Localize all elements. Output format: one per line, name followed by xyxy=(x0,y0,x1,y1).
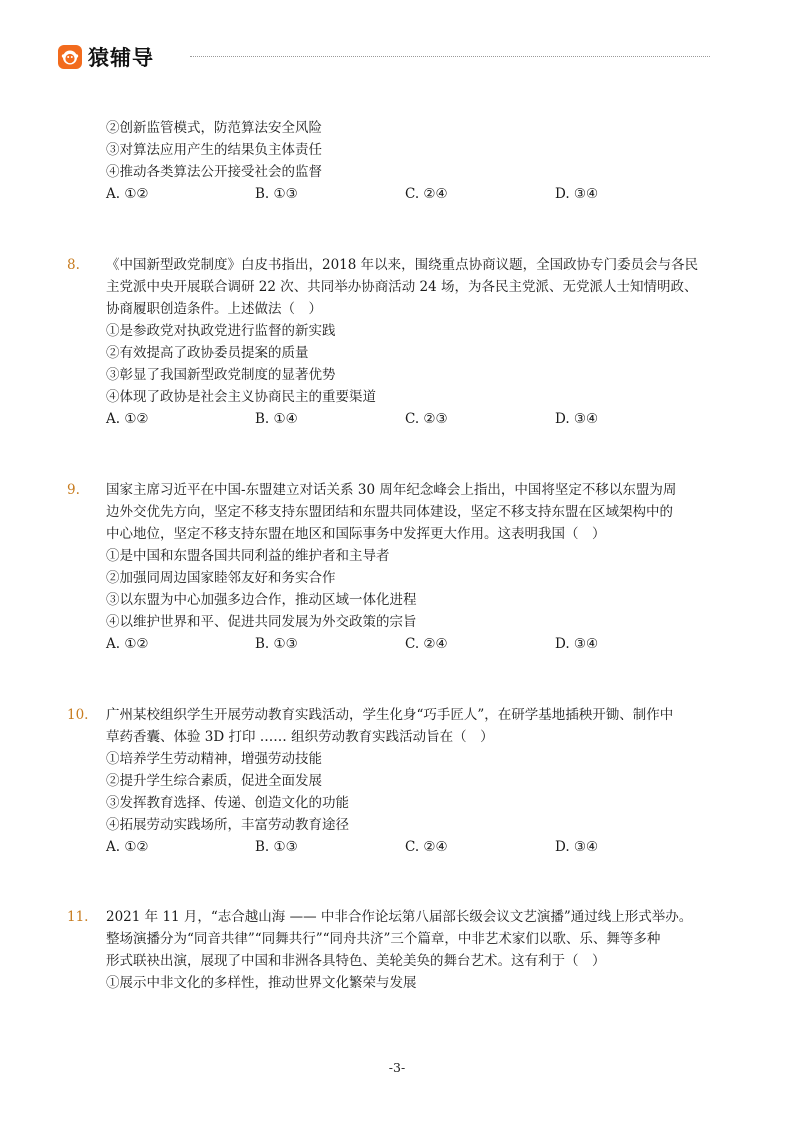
option-line: ②创新监管模式，防范算法安全风险 xyxy=(106,120,322,136)
answer-choices xyxy=(106,183,626,205)
choice-b[interactable]: B. ①③ xyxy=(255,186,298,202)
stem-line: 2021 年 11 月，“志合越山海 —— 中非合作论坛第八届部长级会议文艺演播”通过线上形式举办。 xyxy=(106,909,693,925)
stem-line: 主党派中央开展联合调研 22 次、共同举办协商活动 24 场，为各民主党派、无党派人士知情明政、 xyxy=(106,279,698,295)
question-number: 9. xyxy=(67,482,80,498)
stem-line: 协商履职创造条件。上述做法（ ） xyxy=(106,301,322,317)
choice-b[interactable]: B. ①③ xyxy=(255,839,298,855)
stem-line: 草药香囊、体验 3D 打印 …… 组织劳动教育实践活动旨在（ ） xyxy=(106,729,494,745)
choice-c[interactable]: C. ②④ xyxy=(405,186,448,202)
choice-c[interactable]: C. ②④ xyxy=(405,636,448,652)
stem-line: 边外交优先方向，坚定不移支持东盟团结和东盟共同体建设，坚定不移支持东盟在区域架构中的 xyxy=(106,504,673,520)
stem-line: 《中国新型政党制度》白皮书指出，2018 年以来，围绕重点协商议题，全国政协专门委员会与各民 xyxy=(106,257,699,273)
choice-a[interactable]: A. ①② xyxy=(106,411,149,427)
choice-a[interactable]: A. ①② xyxy=(106,636,149,652)
stem-line: 广州某校组织学生开展劳动教育实践活动，学生化身“巧手匠人”，在研学基地插秧开锄、制作中 xyxy=(106,707,674,723)
brand-name: 猿辅导 xyxy=(88,46,154,70)
option-line: ④拓展劳动实践场所，丰富劳动教育途径 xyxy=(106,817,349,833)
choice-a[interactable]: A. ①② xyxy=(106,839,149,855)
question-number: 11. xyxy=(67,909,89,925)
stem-line: 国家主席习近平在中国-东盟建立对话关系 30 周年纪念峰会上指出，中国将坚定不移以东盟为周 xyxy=(106,482,677,498)
choice-c[interactable]: C. ②③ xyxy=(405,411,448,427)
option-line: ①培养学生劳动精神，增强劳动技能 xyxy=(106,751,322,767)
monkey-face-icon xyxy=(58,45,82,69)
choice-b[interactable]: B. ①④ xyxy=(255,411,298,427)
stem-line: 中心地位，坚定不移支持东盟在地区和国际事务中发挥更大作用。这表明我国（ ） xyxy=(106,526,606,542)
choice-d[interactable]: D. ③④ xyxy=(555,186,599,202)
option-line: ④以维护世界和平、促进共同发展为外交政策的宗旨 xyxy=(106,614,417,630)
stem-line: 形式联袂出演，展现了中国和非洲各具特色、美轮美奂的舞台艺术。这有利于（ ） xyxy=(106,953,606,969)
option-line: ①是中国和东盟各国共同利益的维护者和主导者 xyxy=(106,548,390,564)
question-number: 10. xyxy=(67,707,89,723)
option-line: ②有效提高了政协委员提案的质量 xyxy=(106,345,309,361)
option-line: ①是参政党对执政党进行监督的新实践 xyxy=(106,323,336,339)
choice-c[interactable]: C. ②④ xyxy=(405,839,448,855)
page-number: -3- xyxy=(388,1060,406,1075)
option-line: ④推动各类算法公开接受社会的监督 xyxy=(106,164,322,180)
option-line: ②加强同周边国家睦邻友好和务实合作 xyxy=(106,570,336,586)
stem-line: 整场演播分为“同音共律”“同舞共行”“同舟共济”三个篇章，中非艺术家们以歌、乐、舞等多种 xyxy=(106,931,661,947)
option-line: ③以东盟为中心加强多边合作，推动区域一体化进程 xyxy=(106,592,417,608)
answer-choices xyxy=(106,633,626,655)
choice-d[interactable]: D. ③④ xyxy=(555,411,599,427)
question-number: 8. xyxy=(67,257,80,273)
header-divider xyxy=(190,56,710,59)
choice-b[interactable]: B. ①③ xyxy=(255,636,298,652)
option-line: ②提升学生综合素质，促进全面发展 xyxy=(106,773,322,789)
answer-choices xyxy=(106,836,626,858)
page-header xyxy=(58,42,718,74)
option-line: ③发挥教育选择、传递、创造文化的功能 xyxy=(106,795,349,811)
choice-a[interactable]: A. ①② xyxy=(106,186,149,202)
option-line: ③彰显了我国新型政党制度的显著优势 xyxy=(106,367,336,383)
option-line: ④体现了政协是社会主义协商民主的重要渠道 xyxy=(106,389,376,405)
choice-d[interactable]: D. ③④ xyxy=(555,636,599,652)
choice-d[interactable]: D. ③④ xyxy=(555,839,599,855)
answer-choices xyxy=(106,408,626,430)
option-line: ③对算法应用产生的结果负主体责任 xyxy=(106,142,322,158)
brand-logo xyxy=(58,42,154,72)
option-line: ①展示中非文化的多样性，推动世界文化繁荣与发展 xyxy=(106,975,417,991)
